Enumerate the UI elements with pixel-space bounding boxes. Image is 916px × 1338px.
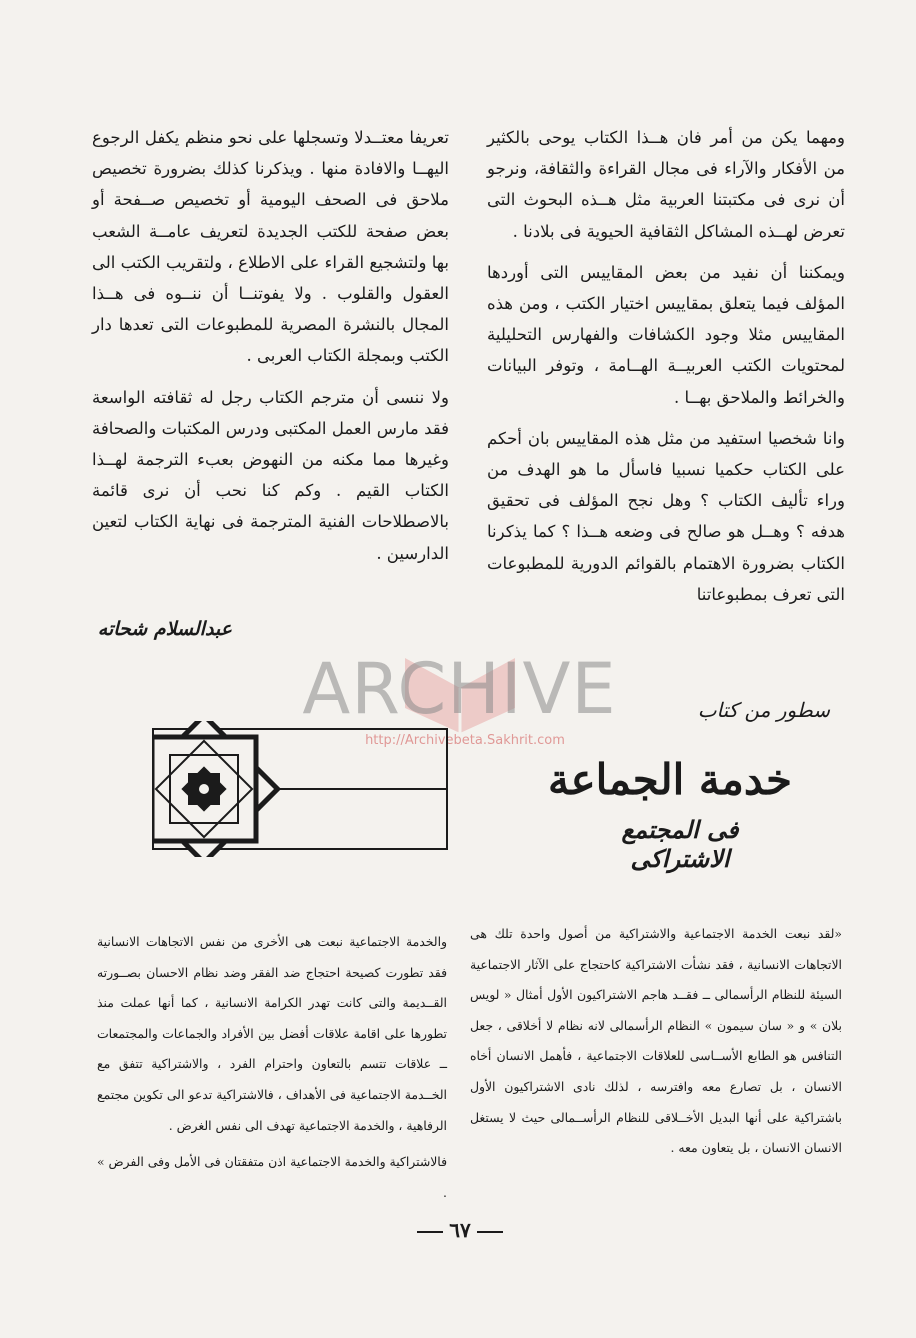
watermark-text: ARCHIVE bbox=[302, 648, 617, 730]
heading-subtitle: فى المجتمع الاشتراكى bbox=[621, 815, 739, 873]
paragraph: «لقد نبعت الخدمة الاجتماعية والاشتراكية من أصول واحدة تلك هى الاتجاهات الانسانية ، فقد نشأت الاشتراكية كاحتجاج على الآثار الاجتماعية السيئة للنظام الرأسمالى ــ فقــد هاجم الاشتراكيون الأول أمثال « لويس بلان » و « سان سيمون » النظام الرأسمالى لانه نظام لا أخلاقى ، جعل التنافس هو الطابع الأســاسى للعلاقات الاجتماعية ، فأهمل الانسان أخاه الانسان ، بل تصارع معه وافترسه ، لذلك نادى الاشتراكيون الأول باشتراكية على أنها البديل الأخــلاقى للنظام الرأســمالى حيث لا يستغل الانسان الانسان ، بل يتعاون معه . bbox=[470, 926, 842, 1156]
page-number bbox=[400, 1218, 520, 1242]
article-left-column bbox=[92, 122, 449, 569]
watermark-url: http://Archivebeta.Sakhrit.com bbox=[365, 733, 565, 748]
article-right-column bbox=[487, 122, 845, 610]
paragraph: ومهما يكن من أمر فان هــذا الكتاب يوحى بالكثير من الأفكار والآراء فى مجال القراءة والثقافة، ونرجو أن نرى فى مكتبتنا العربية مثل هــذه البحوث التى تعرض لهــذه المشاكل الثقافية الحيوية فى بلادنا . bbox=[487, 128, 845, 241]
heading-title: خدمة الجماعة bbox=[548, 755, 792, 804]
paragraph: ويمكننا أن نفيد من بعض المقاييس التى أوردها المؤلف فيما يتعلق بمقاييس اختيار الكتب ، ومن هذه المقاييس مثلا وجود الكشافات والفهارس التحليلية لمحتويات الكتب العربيــة الهــامة ، وتوفر البيانات والخرائط والملاحق بهــا . bbox=[487, 262, 845, 407]
paragraph: وانا شخصيا استفيد من مثل هذه المقاييس بان أحكم على الكتاب حكميا نسبيا فاسأل ما هو الهدف من وراء تأليف الكتاب ؟ وهل نجح المؤلف فى تحقيق هدفه ؟ وهــل هو صالح فى وضعه هــذا ؟ كما يذكرنا الكتاب بضرورة الاهتمام بالقوائم الدورية للمطبوعات التى تعرف بمطبوعاتنا bbox=[487, 428, 845, 604]
divider bbox=[417, 1231, 443, 1233]
paragraph: ولا ننسى أن مترجم الكتاب رجل له ثقافته الواسعة فقد مارس العمل المكتبى ودرس المكتبات والصحافة وغيرها مما مكنه من النهوض بعبء الترجمة لهــذا الكتاب القيم . وكم كنا نحب أن نرى قائمة بالاصطلاحات الفنية المترجمة فى نهاية الكتاب لتعين الدارسين . bbox=[92, 387, 449, 563]
excerpt-left-column bbox=[97, 927, 447, 1208]
author-signature: عبدالسلام شحاته bbox=[97, 618, 232, 640]
paragraph: والخدمة الاجتماعية نبعت هى الأخرى من نفس الاتجاهات الانسانية فقد تطورت كصيحة احتجاج ضد الفقر وضد نظام الاحسان بصــورته القــديمة والتى كانت تهدر الكرامة الانسانية ، كما أنها عملت منذ تطورها على اقامة علاقات أفضل بين الأفراد والجماعات والمجتمعات ــ علاقات تتسم بالتعاون واحترام الفرد ، والاشتراكية تتفق مع الخــدمة الاجتماعية فى الأهداف ، فالاشتراكية تدعو الى تكوين مجتمع الرفاهية ، والخدمة الاجتماعية تهدف الى نفس الغرض . bbox=[97, 934, 447, 1133]
paragraph: فالاشتراكية والخدمة الاجتماعية اذن متفقتان فى الأمل وفى الفرض » . bbox=[97, 1154, 447, 1200]
page-number-value: ٦٧ bbox=[449, 1218, 471, 1242]
heading-kicker: سطور من كتاب bbox=[697, 698, 830, 722]
divider bbox=[477, 1231, 503, 1233]
excerpt-right-column bbox=[470, 919, 842, 1164]
paragraph: تعريفا معتــدلا وتسجلها على نحو منظم يكفل الرجوع اليهــا والافادة منها . ويذكرنا كذلك بضرورة تخصيص ملاحق فى الصحف اليومية أو تخصيص صــفحة أو بعض صفحة للكتب الجديدة لتعريف عامــة الشعب بها ولتشجيع القراء على الاطلاع ، ولتقريب الكتب الى العقول والقلوب . ولا يفوتنــا أن ننــوه فى هــذا المجال بالنشرة المصرية للمطبوعات التى تعدها دار الكتب وبمجلة الكتاب العربى . bbox=[92, 128, 449, 366]
decorative-star-ornament bbox=[152, 721, 448, 857]
